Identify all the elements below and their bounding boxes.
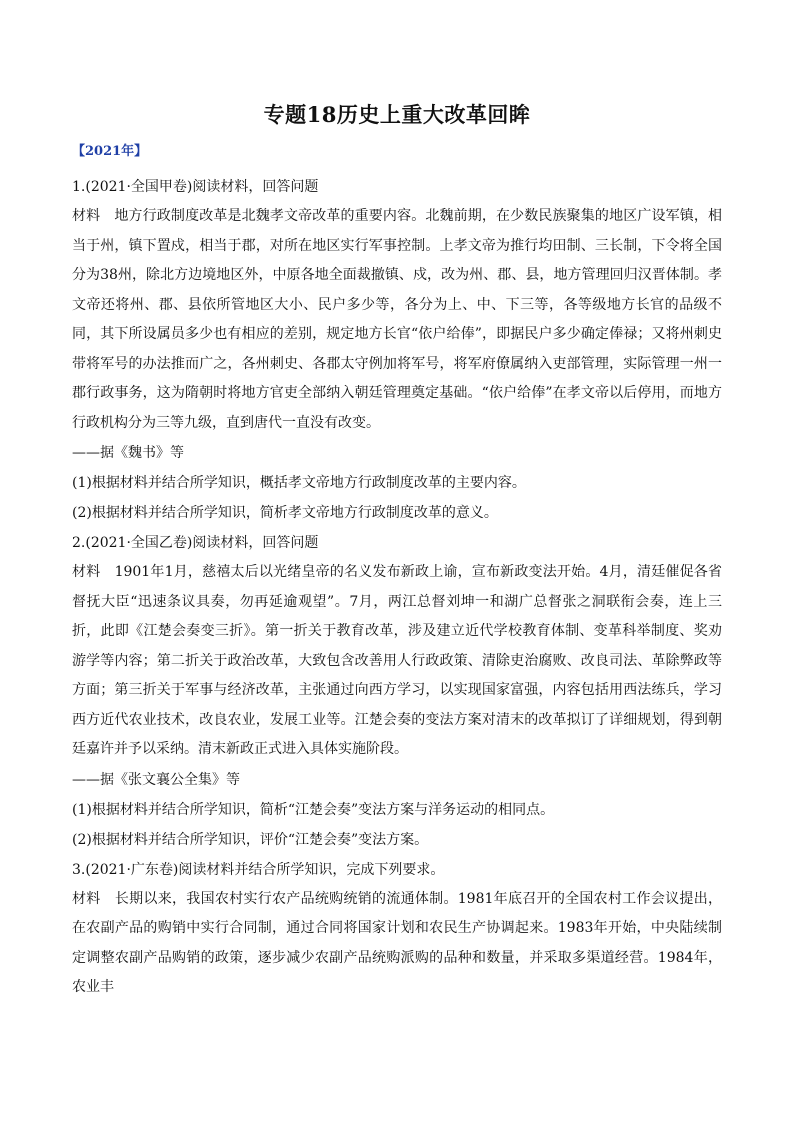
- question-1-sub-2: (2)根据材料并结合所学知识，简析孝文帝地方行政制度改革的意义。: [72, 505, 498, 521]
- question-2: [72, 528, 722, 855]
- question-1-source: ——据《魏书》等: [72, 445, 184, 461]
- question-1-sub-1: (1)根据材料并结合所学知识，概括孝文帝地方行政制度改革的主要内容。: [72, 475, 526, 491]
- question-3: [72, 855, 722, 1003]
- question-1: [72, 172, 722, 528]
- page-title: 专题18历史上重大改革回眸: [263, 102, 531, 127]
- question-3-material: 材料 长期以来，我国农村实行农产品统购统销的流通体制。1981年底召开的全国农村工作会议提出，在农副产品的购销中实行合同制，通过合同将国家计划和农民生产协调起来。1983年开始，中央陆续制定调整农副产品购销的政策，逐步减少农副产品统购派购的品种和数量，并采取多渠道经营。1984年，农业丰: [72, 890, 722, 995]
- question-1-material: 材料 地方行政制度改革是北魏孝文帝改革的重要内容。北魏前期，在少数民族聚集的地区广设军镇，相当于州，镇下置戍，相当于郡，对所在地区实行军事控制。上孝文帝为推行均田制、三长制，下令将全国分为38州，除北方边境地区外，中原各地全面裁撤镇、戍，改为州、郡、县，地方管理回归汉晋体制。孝文帝还将州、郡、县依所管地区大小、民户多少等，各分为上、中、下三等，各等级地方长官的品级不同，其下所设属员多少也有相应的差别，规定地方长官“依户给俸”，即据民户多少确定俸禄；又将州刺史带将军号的办法推而广之，各州刺史、各郡太守例加将军号，将军府僚属纳入吏部管理，实际管理一州一郡行政事务，这为隋朝时将地方官吏全部纳入朝廷管理奠定基础。“依户给俸”在孝文帝以后停用，而地方行政机构分为三等九级，直到唐代一直没有改变。: [72, 208, 722, 431]
- question-2-source: ——据《张文襄公全集》等: [72, 771, 240, 788]
- question-2-sub-1: (1)根据材料并结合所学知识，简析“江楚会奏”变法方案与洋务运动的相同点。: [72, 801, 555, 818]
- question-1-head: 1.(2021·全国甲卷)阅读材料，回答问题: [72, 179, 319, 195]
- question-2-material: 材料 1901年1月，慈禧太后以光绪皇帝的名义发布新政上谕，宣布新政变法开始。4月，清廷催促各省督抚大臣“迅速条议具奏，勿再延逾观望”。7月，两江总督刘坤一和湖广总督张之洞联衔会奏，连上三折，此即《江楚会奏变三折》。第一折关于教育改革，涉及建立近代学校教育体制、变革科举制度、奖劝游学等内容；第二折关于政治改革，大致包含改善用人行政政策、清除吏治腐败、改良司法、革除弊政等方面；第三折关于军事与经济改革，主张通过向西方学习，以实现国家富强，内容包括用西法练兵，学习西方近代农业技术，改良农业，发展工业等。江楚会奏的变法方案对清末的改革拟订了详细规划，得到朝廷嘉许并予以采纳。清末新政正式进入具体实施阶段。: [72, 564, 722, 757]
- year-tag: 【2021年】: [72, 144, 148, 159]
- question-3-head: 3.(2021·广东卷)阅读材料并结合所学知识，完成下列要求。: [72, 861, 445, 878]
- question-2-sub-2: (2)根据材料并结合所学知识，评价“江楚会奏”变法方案。: [72, 831, 429, 848]
- question-2-head: 2.(2021·全国乙卷)阅读材料，回答问题: [72, 535, 319, 551]
